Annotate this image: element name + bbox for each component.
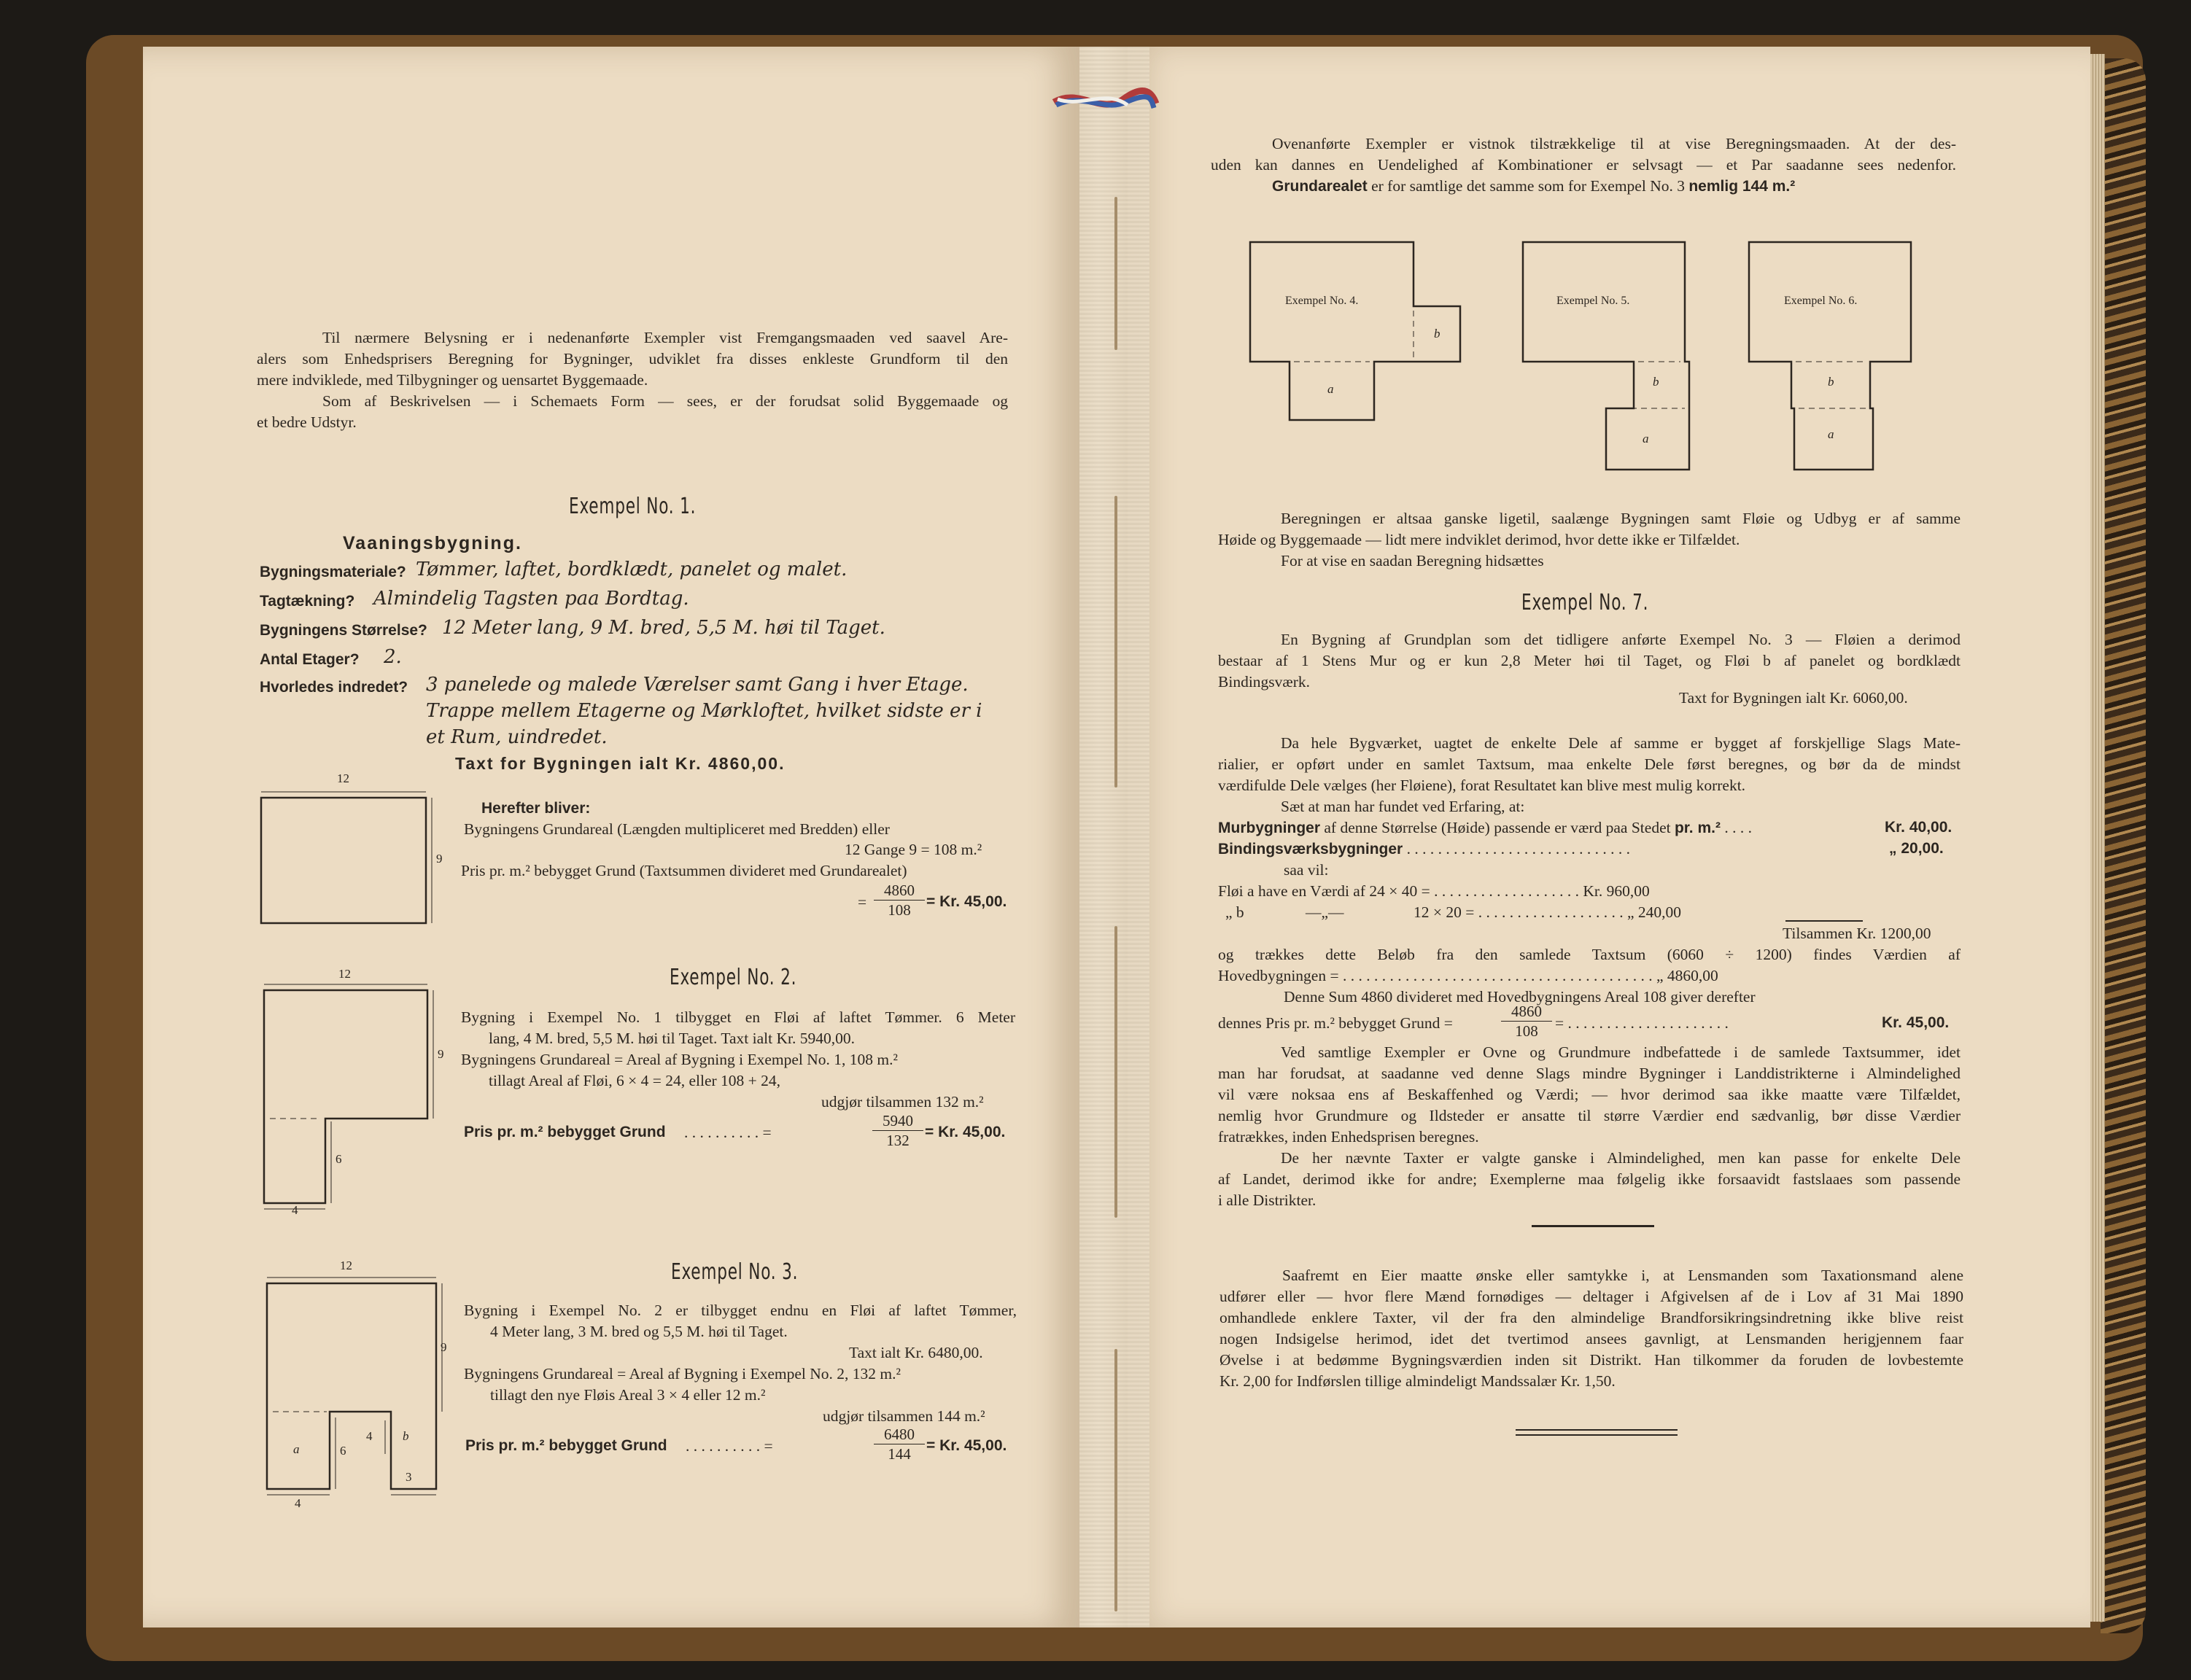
bold-term: Bindingsværksbygninger [1218, 841, 1403, 858]
calc-line: Hovedbygningen = . . . . . . . . . . . . . . . . . . . . . . . . . . . . . . . . . . . . . . . . „ 4860,00 [1218, 967, 1718, 984]
dot-leader: = . . . . . . . . . . . . . . . . . . . . . [1555, 1014, 1729, 1032]
fraction [1501, 1002, 1552, 1041]
figure-label: Exempel No. 4. [1285, 295, 1359, 307]
page-edges [2090, 54, 2105, 1622]
dot-leader: . . . . . . . . . . . . . . . . . . . . . . . . . . . . . [1403, 840, 1630, 858]
intro-line: et bedre Udstyr. [257, 413, 357, 431]
intro-line: mere indviklede, med Tilbygninger og uensartet Byggemaade. [257, 371, 648, 389]
example-6-floorplan [1748, 241, 1923, 474]
fraction [874, 1425, 925, 1463]
section-divider [1532, 1225, 1654, 1227]
denominator: 144 [888, 1445, 911, 1463]
paragraph-line: Øvelse i at bedømme Bygningsværdien inden sit Distrikt. Han tilkommer da foruden de lovbestemte [1219, 1351, 1963, 1369]
calc-line: dennes Pris pr. m.² bebygget Grund = [1218, 1014, 1453, 1032]
example-2-floorplan [263, 989, 445, 1208]
numerator: 6480 [874, 1425, 925, 1444]
calc-line: Bygning i Exempel No. 1 tilbygget en Fløi af laftet Tømmer. 6 Meter [461, 1008, 1015, 1026]
paragraph-line: man har forudsat, at saadanne ved denne Slags mindre Bygninger i Landdistrikterne i Almindelighed [1218, 1065, 1961, 1082]
numerator: 4860 [1501, 1002, 1552, 1022]
price-label: Pris pr. m.² bebygget Grund [464, 1124, 666, 1140]
calc-line: 12 × 20 = . . . . . . . . . . . . . . . . . . . „ 240,00 [1414, 903, 1682, 921]
example-7-title: Exempel No. 7. [1521, 590, 1649, 615]
denominator: 108 [888, 901, 911, 919]
question-label: Bygningsmateriale? [260, 564, 406, 580]
intro-line: alers som Enhedsprisers Beregning for Bygninger, udviklet fra disses enkleste Grundform til den [257, 350, 1008, 368]
example-7-total: Taxt for Bygningen ialt Kr. 6060,00. [1679, 689, 1908, 707]
wing-label: a [1327, 382, 1334, 396]
calc-line: —„— [1306, 903, 1344, 921]
intro-line: Som af Beskrivelsen — i Schemaets Form — sees, er der forudsat solid Byggemaade og [322, 392, 1008, 410]
numerator: 4860 [874, 881, 925, 901]
calc-line: og trækkes dette Beløb fra den samlede Taxtsum (6060 ÷ 1200) findes Værdien af [1218, 946, 1961, 963]
figure-label: Exempel No. 6. [1784, 295, 1858, 307]
denominator: 108 [1515, 1022, 1538, 1040]
paragraph-line: Saafremt en Eier maatte ønske eller samtykke i, at Lensmanden som Taxationsmand alene [1282, 1267, 1963, 1284]
calc-line [1218, 838, 1630, 860]
calc-line: Fløi a have en Værdi af 24 × 40 = . . . . . . . . . . . . . . . . . . . Kr. 960,00 [1218, 882, 1650, 900]
paragraph-line: af Landet, derimod ikke for andre; Exemplerne maa følgelig ikke forsaavidt fastslaaes som passende [1218, 1170, 1961, 1188]
calc-line: tillagt den nye Fløis Areal 3 × 4 eller 12 m.² [490, 1386, 766, 1404]
paragraph-line [1272, 175, 1795, 198]
dimension-label: 4 [295, 1496, 301, 1510]
calc-line: Bygningens Grundareal (Længden multipliceret med Bredden) eller [464, 820, 890, 838]
dimension-label: 12 [337, 771, 349, 785]
question-label: Bygningens Størrelse? [260, 622, 427, 639]
result: = Kr. 45,00. [926, 893, 1007, 910]
answer-handwritten: Trappe mellem Etagerne og Mørkloftet, hvilket sidste er i [426, 700, 982, 722]
figure-label: Exempel No. 5. [1556, 295, 1630, 307]
calc-line: 4 Meter lang, 3 M. bred og 5,5 M. høi til Taget. [490, 1323, 788, 1340]
calc-line: Tilsammen Kr. 1200,00 [1783, 925, 1931, 942]
paragraph-line: For at vise en saadan Beregning hidsættes [1281, 552, 1544, 569]
bold-term: pr. m.² [1674, 820, 1721, 836]
paragraph-line: Sæt at man har fundet ved Erfaring, at: [1281, 798, 1525, 815]
example-1-floorplan [260, 796, 435, 928]
example-3-title: Exempel No. 3. [671, 1259, 799, 1285]
paragraph-line: Da hele Bygværket, uagtet de enkelte Dele af samme er bygget af forskjellige Slags Mate- [1281, 734, 1961, 752]
calc-line: 12 Gange 9 = 108 m.² [845, 841, 982, 858]
equals-sign: = [858, 893, 867, 911]
paragraph-line: Beregningen er altsaa ganske ligetil, saalænge Bygningen samt Fløie og Udbyg er af samme [1281, 510, 1961, 527]
bold-term: Grundarealet [1272, 178, 1368, 195]
paragraph-line: Ved samtlige Exempler er Ovne og Grundmure indbefattede i de samlede Taxtsummer, idet [1281, 1043, 1961, 1061]
denominator: 132 [886, 1132, 910, 1149]
paragraph-line: nogen Indsigelse herimod, idet det tvertimod ansees gavnligt, at Lensmanden herigjennem faar [1219, 1330, 1963, 1348]
wing-label: b [1828, 375, 1834, 389]
herefter-label: Herefter bliver: [481, 800, 591, 817]
calc-line: Bygning i Exempel No. 2 er tilbygget endnu en Fløi af laftet Tømmer, [464, 1302, 1017, 1319]
paragraph-line: i alle Distrikter. [1218, 1191, 1316, 1209]
dimension-label: 12 [340, 1259, 352, 1272]
value: „ 20,00. [1889, 840, 1944, 857]
question-label: Hvorledes indredet? [260, 679, 408, 696]
paragraph-line: fratrækkes, inden Enhedsprisen beregnes. [1218, 1128, 1479, 1146]
wing-label: b [1653, 375, 1659, 389]
example-1-total: Taxt for Bygningen ialt Kr. 4860,00. [455, 754, 786, 773]
paragraph-line: Høide og Byggemaade — lidt mere indviklet derimod, hvor dette ikke er Tilfældet. [1218, 531, 1740, 548]
wing-label: a [1643, 432, 1649, 446]
question-label: Tagtækning? [260, 593, 355, 610]
dimension-label: 12 [338, 967, 351, 981]
price-label: Pris pr. m.² bebygget Grund [465, 1437, 667, 1454]
binding-stitch [1114, 1349, 1117, 1611]
paragraph-line: De her nævnte Taxter er valgte ganske i Almindelighed, men kan passe for enkelte Dele [1281, 1149, 1961, 1167]
sum-rule [1785, 920, 1863, 922]
answer-handwritten: Tømmer, laftet, bordklædt, panelet og malet. [416, 559, 848, 580]
paragraph-line: rialier, er opført under en samlet Taxtsum, maa enkelte Dele først beregnes, og bør da de mindst [1218, 755, 1961, 773]
calc-line: Bygningens Grundareal = Areal af Bygning i Exempel No. 1, 108 m.² [461, 1051, 898, 1068]
dimension-label: 6 [336, 1152, 342, 1166]
answer-handwritten: et Rum, uindredet. [426, 726, 608, 748]
result: = Kr. 45,00. [925, 1124, 1006, 1140]
question-label: Antal Etager? [260, 651, 360, 668]
numerator: 5940 [872, 1111, 923, 1131]
text-fragment: er for samtlige det samme som for Exempel No. 3 [1367, 177, 1689, 195]
binding-stitch [1114, 197, 1117, 350]
example-5-floorplan [1521, 241, 1696, 474]
paragraph-line: Ovenanførte Exempler er vistnok tilstrækkelige til at vise Beregningsmaaden. At der des- [1272, 135, 1956, 152]
dimension-label: 9 [436, 852, 443, 866]
intro-line: Til nærmere Belysning er i nedenanførte Exempler vist Fremgangsmaaden ved saavel Are- [322, 329, 1008, 346]
result: = Kr. 45,00. [926, 1437, 1007, 1454]
calc-line: tillagt Areal af Fløi, 6 × 4 = 24, eller 108 + 24, [489, 1072, 781, 1089]
paragraph-line: udfører eller — hvor flere Mænd fornødiges — deltager i Afgivelsen af de i Lov af 31 Mai 1890 [1219, 1288, 1963, 1305]
dimension-label: 4 [292, 1203, 298, 1217]
bold-term: nemlig 144 m.² [1688, 178, 1796, 195]
example-1-title: Exempel No. 1. [569, 494, 697, 519]
paragraph-line: værdifulde Dele vælges (her Fløiene), forat Resultatet kan blive mest mulig korrekt. [1218, 777, 1746, 794]
dimension-label: 9 [441, 1340, 447, 1354]
calc-line: Denne Sum 4860 divideret med Hovedbygningens Areal 108 giver derefter [1284, 988, 1756, 1006]
wing-label: a [1828, 427, 1834, 441]
calc-line: Pris pr. m.² bebygget Grund (Taxtsummen divideret med Grundarealet) [461, 862, 907, 879]
answer-handwritten: Almindelig Tagsten paa Bordtag. [373, 588, 689, 610]
dot-leader: . . . . . . . . . . = [684, 1124, 772, 1141]
paragraph-line: Kr. 2,00 for Indførslen tillige almindeligt Mandssalær Kr. 1,50. [1219, 1372, 1616, 1390]
example-1-subtitle: Vaaningsbygning. [343, 533, 522, 553]
wing-label: b [403, 1429, 409, 1443]
closing-rule [1516, 1434, 1678, 1436]
binding-thread [1050, 86, 1160, 115]
wing-label: a [293, 1442, 300, 1456]
dimension-label: 9 [438, 1047, 444, 1061]
dimension-label: 3 [406, 1470, 412, 1484]
paragraph-line: uden kan dannes en Uendelighed af Kombinationer er selvsagt — et Par saadanne sees nedenfor. [1211, 156, 1956, 174]
example-3-floorplan [265, 1282, 448, 1501]
dimension-label: 6 [340, 1444, 346, 1458]
paragraph-line: vil være noksaa ens af Beskaffenhed og Værdi; — hvor derimod saa ikke maatte være Tilfældet, [1218, 1086, 1961, 1103]
calc-line [1218, 817, 1752, 839]
calc-line: Bygningens Grundareal = Areal af Bygning i Exempel No. 2, 132 m.² [464, 1365, 901, 1382]
paragraph-line: En Bygning af Grundplan som det tidligere anførte Exempel No. 3 — Fløien a derimod [1281, 631, 1961, 648]
paragraph-line: omhandlede enklere Taxter, vil der fra den almindelige Brandforsikringsindretning ikke blive reist [1219, 1309, 1963, 1326]
calc-line: udgjør tilsammen 132 m.² [821, 1093, 984, 1111]
text-fragment: af denne Størrelse (Høide) passende er værd paa Stedet [1320, 819, 1675, 836]
answer-handwritten: 2. [384, 646, 402, 668]
dimension-label: 4 [366, 1429, 373, 1443]
calc-line: „ b [1225, 903, 1244, 921]
value: Kr. 45,00. [1882, 1014, 1950, 1031]
value: Kr. 40,00. [1885, 819, 1952, 836]
binding-stitch [1114, 496, 1117, 788]
calc-line: udgjør tilsammen 144 m.² [823, 1407, 985, 1425]
paragraph-line: bestaar af 1 Stens Mur og er kun 2,8 Meter høi til Taget, og Fløi b af panelet og bordklædt [1218, 652, 1961, 669]
paragraph-line: Bindingsværk. [1218, 673, 1311, 691]
paragraph-line: nemlig hvor Grundmure og Ildsteder er ansatte til større Værdier end sædvanlig, bør disse Værdier [1218, 1107, 1961, 1124]
example-2-title: Exempel No. 2. [670, 965, 797, 990]
calc-line: Taxt ialt Kr. 6480,00. [849, 1344, 983, 1361]
marbled-cover-edge [2101, 58, 2146, 1633]
dot-leader: . . . . [1720, 819, 1752, 836]
binding-stitch [1114, 926, 1117, 1218]
bold-term: Murbygninger [1218, 820, 1320, 836]
calc-line: saa vil: [1284, 861, 1329, 879]
answer-handwritten: 12 Meter lang, 9 M. bred, 5,5 M. høi til Taget. [442, 617, 885, 639]
fraction [872, 1111, 923, 1150]
calc-line: lang, 4 M. bred, 5,5 M. høi til Taget. Taxt ialt Kr. 5940,00. [489, 1030, 855, 1047]
closing-rule [1516, 1429, 1678, 1431]
dot-leader: . . . . . . . . . . = [686, 1437, 773, 1455]
answer-handwritten: 3 panelede og malede Værelser samt Gang i hver Etage. [426, 674, 969, 696]
fraction [874, 881, 925, 919]
wing-label: b [1434, 327, 1440, 341]
